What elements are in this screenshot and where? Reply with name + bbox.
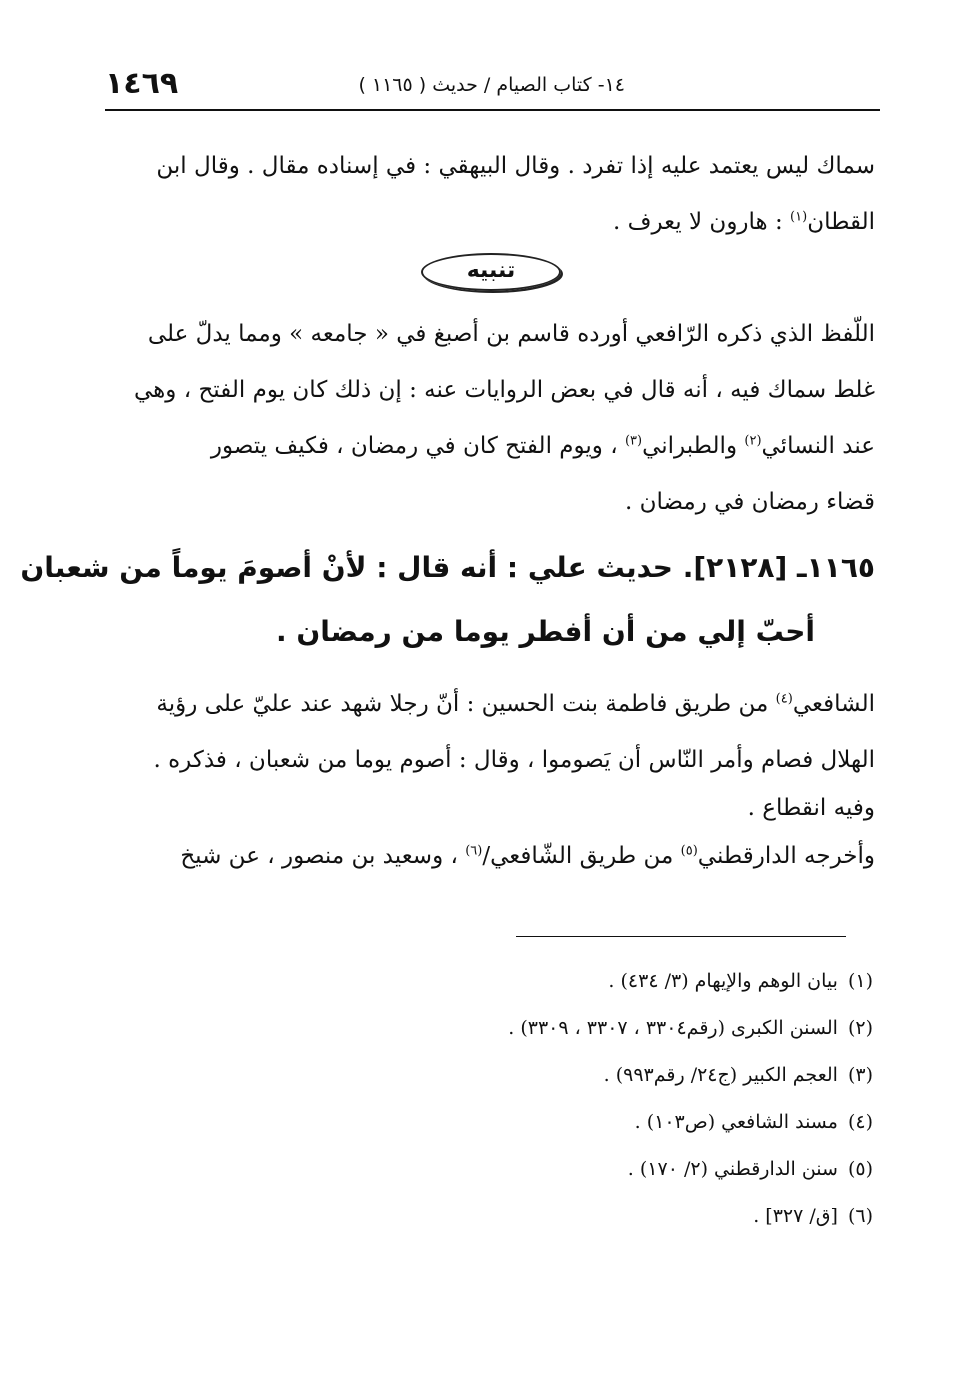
- footnote: [508, 1099, 873, 1146]
- footnote-number: (٣): [847, 1064, 873, 1086]
- text-span: والطبراني: [642, 433, 745, 459]
- text-line: [105, 194, 875, 250]
- intro-paragraph: [105, 138, 875, 250]
- text-line: قضاء رمضان في رمضان .: [624, 489, 875, 515]
- footnote-separator: [516, 936, 846, 937]
- footnotes-list: [508, 958, 873, 1240]
- text-line: سماك ليس يعتمد عليه إذا تفرد . وقال البيهقي : في إسناده مقال . وقال ابن: [156, 153, 875, 179]
- footnote-text: [ق/ ٣٢٧] .: [753, 1205, 838, 1227]
- footnote-text: سنن الدارقطني (٢/ ١٧٠) .: [627, 1158, 838, 1180]
- text-span: من طريق الشّافعي/: [482, 843, 681, 869]
- text-span: ، وسعيد بن منصور ، عن شيخ: [180, 843, 466, 869]
- footnote-ref[interactable]: (٦): [465, 843, 483, 859]
- text-span: وأخرجه الدارقطني: [697, 843, 875, 869]
- text-line: [105, 828, 875, 884]
- text-span: : هارون لا يعرف .: [613, 209, 791, 235]
- text-span: القطان: [807, 209, 875, 235]
- tanbih-paragraph: [105, 306, 875, 530]
- text-line: اللّفظ الذي ذكره الرّافعي أورده قاسم بن أصبغ في « جامعه » ومما يدلّ على: [147, 321, 875, 347]
- footnote-ref[interactable]: (٤): [775, 691, 793, 707]
- footnote-number: (٦): [847, 1205, 873, 1227]
- footnote: [508, 1146, 873, 1193]
- text-line: غلط سماك فيه ، أنه قال في بعض الروايات عنه : إن ذلك كان يوم الفتح ، وهي: [134, 377, 875, 403]
- commentary-paragraph: [105, 676, 875, 884]
- text-span: من طريق فاطمة بنت الحسين : أنّ رجلا شهد عند عليّ على رؤية: [156, 691, 776, 717]
- footnote-text: السنن الكبرى (رقم٣٣٠٤ ، ٣٣٠٧ ، ٣٣٠٩) .: [508, 1017, 838, 1039]
- footnote-text: العجم الكبير (ج٢٤/ رقم٩٩٣) .: [603, 1064, 838, 1086]
- hadith-heading: [20, 536, 875, 664]
- footnote-number: (٢): [847, 1017, 873, 1039]
- footnote: [508, 1193, 873, 1240]
- footnote-text: بيان الوهم والإيهام (٣/ ٤٣٤) .: [608, 970, 838, 992]
- footnote-ref[interactable]: (٥): [680, 843, 698, 859]
- page-header: [105, 62, 880, 106]
- footnote-number: (١): [847, 970, 873, 992]
- footnote: [508, 958, 873, 1005]
- footnote: [508, 1052, 873, 1099]
- text-line: الهلال فصام وأمر النّاس أن يَصوموا ، وقال : أصوم يوما من شعبان ، فذكره .: [153, 747, 875, 773]
- hadith-line: أحبّ إلي من أن أفطر يوما من رمضان .: [275, 615, 815, 648]
- footnote-ref[interactable]: (١): [790, 209, 808, 225]
- page-number: ١٤٦٩: [105, 66, 179, 101]
- text-span: ، ويوم الفتح كان في رمضان ، فكيف يتصور: [210, 433, 625, 459]
- footnote-text: مسند الشافعي (ص١٠٣) .: [634, 1111, 838, 1133]
- footnote-ref[interactable]: (٣): [624, 433, 643, 449]
- text-line: [105, 418, 875, 474]
- text-line: [105, 676, 875, 732]
- heading-title: تنبيه: [466, 258, 516, 283]
- footnote: [508, 1005, 873, 1052]
- tanbih-heading: [421, 253, 561, 293]
- text-span: الشافعي: [792, 691, 875, 717]
- footnote-number: (٥): [847, 1158, 873, 1180]
- footnote-ref[interactable]: (٢): [744, 433, 762, 449]
- header-rule: [105, 109, 880, 111]
- running-head: ١٤- كتاب الصيام / حديث ( ١١٦٥ ): [358, 74, 625, 96]
- footnote-number: (٤): [847, 1111, 873, 1133]
- text-span: عند النسائي: [761, 433, 875, 459]
- hadith-line: ١١٦٥ـ [٢١٢٨]. حديث علي : أنه قال : لأنْ أصومَ يوماً من شعبان: [20, 551, 875, 584]
- text-line: وفيه انقطاع .: [747, 795, 875, 821]
